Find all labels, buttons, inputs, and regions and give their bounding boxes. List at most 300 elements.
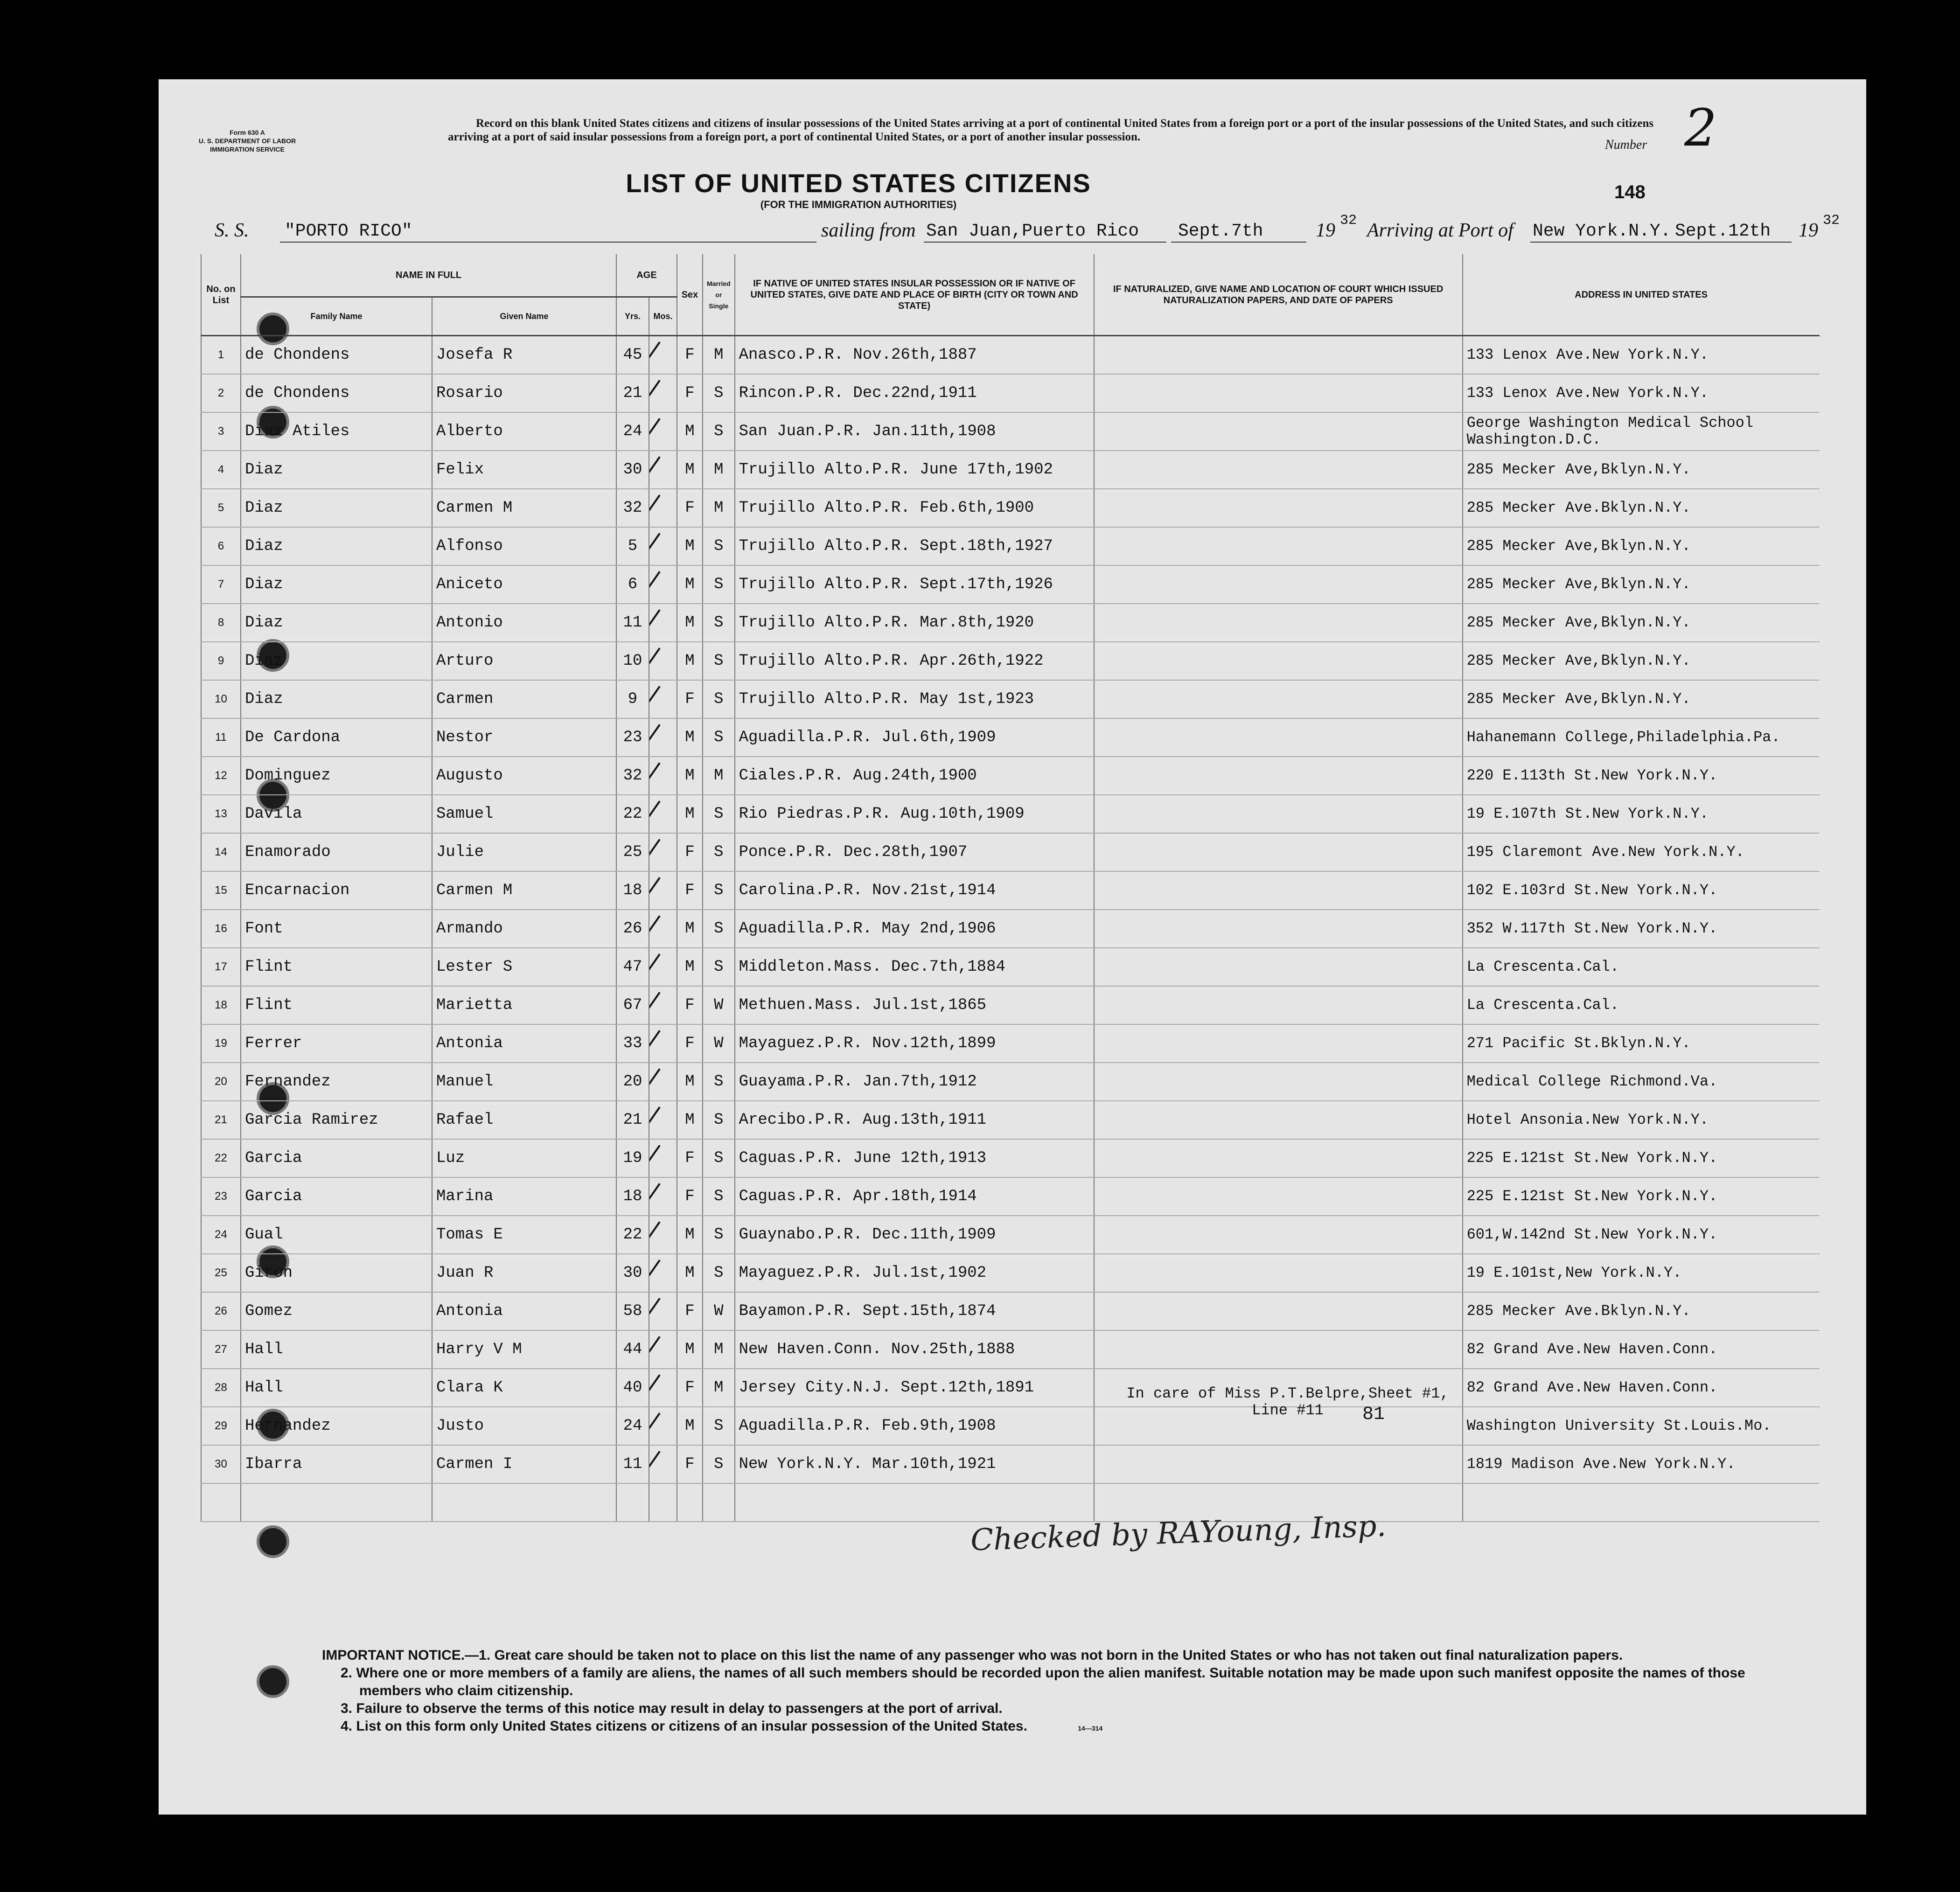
table-body bbox=[201, 336, 1820, 1522]
age-years: 33 bbox=[616, 1024, 649, 1063]
naturalization bbox=[1094, 757, 1463, 795]
address: 82 Grand Ave.New Haven.Conn. bbox=[1463, 1330, 1820, 1369]
sex: M bbox=[677, 565, 703, 604]
address: 285 Mecker Ave,Bklyn.N.Y. bbox=[1463, 565, 1820, 604]
row-number: 17 bbox=[201, 948, 241, 986]
naturalization bbox=[1094, 910, 1463, 948]
departure-year-prefix: 19 bbox=[1316, 220, 1335, 241]
birth-place-date: Mayaguez.P.R. Jul.1st,1902 bbox=[735, 1254, 1094, 1292]
header-name: NAME IN FULL bbox=[241, 254, 616, 297]
header-no: No. on List bbox=[201, 254, 241, 336]
birth-place-date: Rio Piedras.P.R. Aug.10th,1909 bbox=[735, 795, 1094, 833]
departure-date: Sept.7th bbox=[1178, 221, 1263, 241]
address: 220 E.113th St.New York.N.Y. bbox=[1463, 757, 1820, 795]
marital-status: S bbox=[703, 1254, 735, 1292]
address: 285 Mecker Ave,Bklyn.N.Y. bbox=[1463, 604, 1820, 642]
family-name: Garcia Ramirez bbox=[241, 1101, 432, 1139]
age-years: 9 bbox=[616, 680, 649, 718]
age-years: 25 bbox=[616, 833, 649, 871]
row-number: 10 bbox=[201, 680, 241, 718]
table-row-blank bbox=[201, 1483, 1820, 1522]
row-number: 19 bbox=[201, 1024, 241, 1063]
age-years: 44 bbox=[616, 1330, 649, 1369]
marital-status: S bbox=[703, 910, 735, 948]
family-name: Ferrer bbox=[241, 1024, 432, 1063]
marital-status: S bbox=[703, 1101, 735, 1139]
age-years: 6 bbox=[616, 565, 649, 604]
row-number: 25 bbox=[201, 1254, 241, 1292]
sex: M bbox=[677, 604, 703, 642]
sex: M bbox=[677, 1254, 703, 1292]
table-row bbox=[201, 1407, 1820, 1445]
family-name: Diaz bbox=[241, 680, 432, 718]
row-number: 29 bbox=[201, 1407, 241, 1445]
notice-item: 3. Failure to observe the terms of this notice may result in delay to passengers at the port of arrival. bbox=[341, 1701, 1003, 1716]
given-name: Carmen bbox=[432, 680, 616, 718]
row-number: 3 bbox=[201, 412, 241, 451]
naturalization bbox=[1094, 489, 1463, 527]
table-row bbox=[201, 527, 1820, 565]
sex: F bbox=[677, 1139, 703, 1177]
age-months bbox=[649, 1024, 677, 1063]
age-months bbox=[649, 412, 677, 451]
naturalization bbox=[1094, 1292, 1463, 1330]
family-name: de Chondens bbox=[241, 336, 432, 374]
service-name: IMMIGRATION SERVICE bbox=[210, 146, 285, 153]
table-row bbox=[201, 604, 1820, 642]
naturalization bbox=[1094, 1101, 1463, 1139]
sex: M bbox=[677, 412, 703, 451]
departure-year: 32 bbox=[1340, 213, 1357, 229]
row-number: 30 bbox=[201, 1445, 241, 1483]
birth-place-date: Trujillo Alto.P.R. Apr.26th,1922 bbox=[735, 642, 1094, 680]
checked-by-signature: Checked by RAYoung, Insp. bbox=[970, 1509, 1387, 1558]
row-number: 8 bbox=[201, 604, 241, 642]
table-row bbox=[201, 986, 1820, 1024]
marital-status: S bbox=[703, 833, 735, 871]
family-name: Gual bbox=[241, 1216, 432, 1254]
age-years: 30 bbox=[616, 451, 649, 489]
age-years: 40 bbox=[616, 1369, 649, 1407]
departure-port: San Juan,Puerto Rico bbox=[926, 221, 1139, 241]
row-number: 24 bbox=[201, 1216, 241, 1254]
family-name: Diaz bbox=[241, 604, 432, 642]
arrival-year: 32 bbox=[1823, 213, 1840, 229]
sex: M bbox=[677, 451, 703, 489]
age-years: 45 bbox=[616, 336, 649, 374]
address: 1819 Madison Ave.New York.N.Y. bbox=[1463, 1445, 1820, 1483]
table-row bbox=[201, 871, 1820, 910]
age-years: 11 bbox=[616, 604, 649, 642]
age-years: 58 bbox=[616, 1292, 649, 1330]
address: 102 E.103rd St.New York.N.Y. bbox=[1463, 871, 1820, 910]
row-number: 16 bbox=[201, 910, 241, 948]
naturalization bbox=[1094, 1254, 1463, 1292]
family-name: Diaz bbox=[241, 527, 432, 565]
sex: M bbox=[677, 1216, 703, 1254]
age-years: 24 bbox=[616, 412, 649, 451]
marital-status: S bbox=[703, 1216, 735, 1254]
birth-place-date: Anasco.P.R. Nov.26th,1887 bbox=[735, 336, 1094, 374]
header-age: AGE bbox=[616, 254, 677, 297]
birth-place-date: Caguas.P.R. June 12th,1913 bbox=[735, 1139, 1094, 1177]
birth-place-date: Guaynabo.P.R. Dec.11th,1909 bbox=[735, 1216, 1094, 1254]
arriving-label: Arriving at Port of bbox=[1367, 220, 1514, 241]
age-years: 26 bbox=[616, 910, 649, 948]
age-months bbox=[649, 604, 677, 642]
address: 271 Pacific St.Bklyn.N.Y. bbox=[1463, 1024, 1820, 1063]
given-name: Rosario bbox=[432, 374, 616, 412]
number-value: 2 bbox=[1684, 98, 1717, 158]
table-row bbox=[201, 718, 1820, 757]
birth-place-date: Ponce.P.R. Dec.28th,1907 bbox=[735, 833, 1094, 871]
arrival-year-prefix: 19 bbox=[1799, 220, 1818, 241]
age-months bbox=[649, 833, 677, 871]
header-sex: Sex bbox=[677, 254, 703, 336]
marital-status: S bbox=[703, 565, 735, 604]
age-months bbox=[649, 871, 677, 910]
notice-item: 4. List on this form only United States citizens or citizens of an insular possession of the United States. 14—314 bbox=[341, 1718, 1103, 1734]
form-title: LIST OF UNITED STATES CITIZENS bbox=[626, 168, 1091, 198]
row-number: 1 bbox=[201, 336, 241, 374]
table-row bbox=[201, 833, 1820, 871]
table-row bbox=[201, 642, 1820, 680]
address: 285 Mecker Ave,Bklyn.N.Y. bbox=[1463, 451, 1820, 489]
marital-status: S bbox=[703, 374, 735, 412]
birth-place-date: Trujillo Alto.P.R. Sept.17th,1926 bbox=[735, 565, 1094, 604]
header-naturalized: IF NATURALIZED, GIVE NAME AND LOCATION OF COURT WHICH ISSUED NATURALIZATION PAPERS, AND DATE OF PAPERS bbox=[1094, 254, 1463, 336]
row-number: 20 bbox=[201, 1063, 241, 1101]
sex: F bbox=[677, 489, 703, 527]
given-name: Tomas E bbox=[432, 1216, 616, 1254]
number-label: Number bbox=[1605, 138, 1647, 152]
naturalization bbox=[1094, 948, 1463, 986]
row-number: 22 bbox=[201, 1139, 241, 1177]
binder-hole bbox=[257, 1525, 289, 1558]
naturalization bbox=[1094, 527, 1463, 565]
marital-status: M bbox=[703, 757, 735, 795]
form-code: 14—314 bbox=[1078, 1725, 1103, 1732]
family-name: Giron bbox=[241, 1254, 432, 1292]
table-row bbox=[201, 1254, 1820, 1292]
age-months bbox=[649, 1254, 677, 1292]
age-months bbox=[649, 527, 677, 565]
age-months bbox=[649, 1216, 677, 1254]
row-number: 11 bbox=[201, 718, 241, 757]
sex: M bbox=[677, 642, 703, 680]
given-name: Samuel bbox=[432, 795, 616, 833]
notice-item: 2. Where one or more members of a family are aliens, the names of all such members should be recorded upon the alien manifest. Suitable notation may be made upon such manifest opposite the names of those members who claim citizenship. bbox=[341, 1665, 1745, 1698]
arrival-port: New York.N.Y. bbox=[1533, 221, 1671, 241]
family-name: Enamorado bbox=[241, 833, 432, 871]
sex: M bbox=[677, 527, 703, 565]
family-name: Encarnacion bbox=[241, 871, 432, 910]
sex: M bbox=[677, 795, 703, 833]
sex: F bbox=[677, 1445, 703, 1483]
header-married: Married or Single bbox=[703, 254, 735, 336]
sex: M bbox=[677, 1063, 703, 1101]
ss-label: S. S. bbox=[215, 220, 249, 241]
sex: M bbox=[677, 1407, 703, 1445]
age-months bbox=[649, 1292, 677, 1330]
row-number: 14 bbox=[201, 833, 241, 871]
marital-status: S bbox=[703, 680, 735, 718]
manifest-sheet bbox=[159, 79, 1866, 1815]
age-months bbox=[649, 986, 677, 1024]
given-name: Felix bbox=[432, 451, 616, 489]
address: La Crescenta.Cal. bbox=[1463, 986, 1820, 1024]
header-family-name: Family Name bbox=[241, 297, 432, 336]
age-months bbox=[649, 910, 677, 948]
age-years: 67 bbox=[616, 986, 649, 1024]
address: 225 E.121st St.New York.N.Y. bbox=[1463, 1139, 1820, 1177]
header-yrs: Yrs. bbox=[616, 297, 649, 336]
sex: F bbox=[677, 1292, 703, 1330]
given-name: Antonia bbox=[432, 1024, 616, 1063]
age-months bbox=[649, 451, 677, 489]
address: Hotel Ansonia.New York.N.Y. bbox=[1463, 1101, 1820, 1139]
given-name: Harry V M bbox=[432, 1330, 616, 1369]
age-months bbox=[649, 642, 677, 680]
row-number: 9 bbox=[201, 642, 241, 680]
arrival-date: Sept.12th bbox=[1675, 221, 1771, 241]
address: Medical College Richmond.Va. bbox=[1463, 1063, 1820, 1101]
given-name: Carmen I bbox=[432, 1445, 616, 1483]
marital-status: W bbox=[703, 1024, 735, 1063]
given-name: Arturo bbox=[432, 642, 616, 680]
sex: M bbox=[677, 757, 703, 795]
naturalization bbox=[1094, 833, 1463, 871]
address: 601,W.142nd St.New York.N.Y. bbox=[1463, 1216, 1820, 1254]
sex: F bbox=[677, 374, 703, 412]
age-years: 30 bbox=[616, 1254, 649, 1292]
naturalization bbox=[1094, 795, 1463, 833]
family-name: Dominguez bbox=[241, 757, 432, 795]
marital-status: S bbox=[703, 412, 735, 451]
sex: F bbox=[677, 871, 703, 910]
given-name: Luz bbox=[432, 1139, 616, 1177]
given-name: Justo bbox=[432, 1407, 616, 1445]
marital-status: S bbox=[703, 1139, 735, 1177]
birth-place-date: Trujillo Alto.P.R. Mar.8th,1920 bbox=[735, 604, 1094, 642]
age-years: 22 bbox=[616, 795, 649, 833]
address: 285 Mecker Ave.Bklyn.N.Y. bbox=[1463, 489, 1820, 527]
family-name: Hernandez bbox=[241, 1407, 432, 1445]
naturalization bbox=[1094, 1216, 1463, 1254]
marital-status: S bbox=[703, 795, 735, 833]
row-number: 27 bbox=[201, 1330, 241, 1369]
age-years: 32 bbox=[616, 757, 649, 795]
given-name: Clara K bbox=[432, 1369, 616, 1407]
birth-place-date: Mayaguez.P.R. Nov.12th,1899 bbox=[735, 1024, 1094, 1063]
age-months bbox=[649, 1177, 677, 1216]
row-number: 13 bbox=[201, 795, 241, 833]
age-years: 24 bbox=[616, 1407, 649, 1445]
family-name: Gomez bbox=[241, 1292, 432, 1330]
given-name: Carmen M bbox=[432, 489, 616, 527]
sex: F bbox=[677, 1177, 703, 1216]
birth-place-date: Aguadilla.P.R. May 2nd,1906 bbox=[735, 910, 1094, 948]
marital-status: M bbox=[703, 336, 735, 374]
age-years: 47 bbox=[616, 948, 649, 986]
naturalization bbox=[1094, 986, 1463, 1024]
sailing-label: sailing from bbox=[821, 220, 916, 241]
age-years: 18 bbox=[616, 871, 649, 910]
table-row bbox=[201, 1330, 1820, 1369]
age-months bbox=[649, 1101, 677, 1139]
given-name: Alfonso bbox=[432, 527, 616, 565]
birth-place-date: Methuen.Mass. Jul.1st,1865 bbox=[735, 986, 1094, 1024]
address: 285 Mecker Ave.Bklyn.N.Y. bbox=[1463, 1292, 1820, 1330]
birth-place-date: Trujillo Alto.P.R. Feb.6th,1900 bbox=[735, 489, 1094, 527]
sex: M bbox=[677, 948, 703, 986]
row-number: 12 bbox=[201, 757, 241, 795]
sex: F bbox=[677, 680, 703, 718]
given-name: Manuel bbox=[432, 1063, 616, 1101]
birth-place-date: San Juan.P.R. Jan.11th,1908 bbox=[735, 412, 1094, 451]
header-mos: Mos. bbox=[649, 297, 677, 336]
marital-status: S bbox=[703, 1445, 735, 1483]
ship-name: "PORTO RICO" bbox=[285, 221, 412, 241]
header-birth: IF NATIVE OF UNITED STATES INSULAR POSSESSION OR IF NATIVE OF UNITED STATES, GIVE DATE AND PLACE OF BIRTH (CITY OR TOWN AND STATE) bbox=[735, 254, 1094, 336]
birth-place-date: Caguas.P.R. Apr.18th,1914 bbox=[735, 1177, 1094, 1216]
family-name: Diaz Atiles bbox=[241, 412, 432, 451]
marital-status: M bbox=[703, 1369, 735, 1407]
table-row bbox=[201, 1024, 1820, 1063]
given-name: Lester S bbox=[432, 948, 616, 986]
birth-place-date: Trujillo Alto.P.R. Sept.18th,1927 bbox=[735, 527, 1094, 565]
age-years: 21 bbox=[616, 1101, 649, 1139]
age-months bbox=[649, 795, 677, 833]
age-months bbox=[649, 1407, 677, 1445]
table-row bbox=[201, 451, 1820, 489]
age-years: 20 bbox=[616, 1063, 649, 1101]
sex: F bbox=[677, 1369, 703, 1407]
form-number: Form 630 A bbox=[230, 129, 265, 136]
row-number: 15 bbox=[201, 871, 241, 910]
sex: F bbox=[677, 1024, 703, 1063]
naturalization bbox=[1094, 1177, 1463, 1216]
marital-status: S bbox=[703, 527, 735, 565]
table-row bbox=[201, 948, 1820, 986]
family-name: Garcia bbox=[241, 1177, 432, 1216]
birth-place-date: Trujillo Alto.P.R. June 17th,1902 bbox=[735, 451, 1094, 489]
age-years: 5 bbox=[616, 527, 649, 565]
address: 82 Grand Ave.New Haven.Conn. bbox=[1463, 1369, 1820, 1407]
sex: M bbox=[677, 718, 703, 757]
birth-place-date: New Haven.Conn. Nov.25th,1888 bbox=[735, 1330, 1094, 1369]
row-number: 28 bbox=[201, 1369, 241, 1407]
marital-status: S bbox=[703, 948, 735, 986]
row-number: 2 bbox=[201, 374, 241, 412]
naturalization bbox=[1094, 1139, 1463, 1177]
given-name: Rafael bbox=[432, 1101, 616, 1139]
row-number: 26 bbox=[201, 1292, 241, 1330]
family-name: Diaz bbox=[241, 451, 432, 489]
birth-place-date: Ciales.P.R. Aug.24th,1900 bbox=[735, 757, 1094, 795]
row-number: 23 bbox=[201, 1177, 241, 1216]
sheet-number: 148 bbox=[1614, 182, 1646, 202]
marital-status: M bbox=[703, 489, 735, 527]
marital-status: S bbox=[703, 1177, 735, 1216]
intro-text: Record on this blank United States citizens and citizens of insular possessions of the United States arriving at a port of continental United States from a foreign port or a port of the insular possessions of the United States, and such citizens arriving at a port of said insular possessions from a foreign port, a port of continental United States, or a port of another insular possession. bbox=[448, 117, 1654, 143]
age-years: 19 bbox=[616, 1139, 649, 1177]
family-name: Diaz bbox=[241, 489, 432, 527]
birth-place-date: Rincon.P.R. Dec.22nd,1911 bbox=[735, 374, 1094, 412]
birth-place-date: Middleton.Mass. Dec.7th,1884 bbox=[735, 948, 1094, 986]
family-name: De Cardona bbox=[241, 718, 432, 757]
header-given-name: Given Name bbox=[432, 297, 616, 336]
address: Hahanemann College,Philadelphia.Pa. bbox=[1463, 718, 1820, 757]
age-years: 10 bbox=[616, 642, 649, 680]
address: 285 Mecker Ave,Bklyn.N.Y. bbox=[1463, 680, 1820, 718]
address: Washington University St.Louis.Mo. bbox=[1463, 1407, 1820, 1445]
age-months bbox=[649, 1369, 677, 1407]
table-row bbox=[201, 1139, 1820, 1177]
given-name: Alberto bbox=[432, 412, 616, 451]
family-name: Hall bbox=[241, 1369, 432, 1407]
table-row bbox=[201, 757, 1820, 795]
marital-status: S bbox=[703, 1407, 735, 1445]
address: 195 Claremont Ave.New York.N.Y. bbox=[1463, 833, 1820, 871]
address: 133 Lenox Ave.New York.N.Y. bbox=[1463, 374, 1820, 412]
table-row bbox=[201, 1445, 1820, 1483]
row-number: 21 bbox=[201, 1101, 241, 1139]
header-address: ADDRESS IN UNITED STATES bbox=[1463, 254, 1820, 336]
naturalization bbox=[1094, 1330, 1463, 1369]
sex: F bbox=[677, 833, 703, 871]
age-months bbox=[649, 374, 677, 412]
age-months bbox=[649, 336, 677, 374]
age-months bbox=[649, 718, 677, 757]
address: 19 E.101st,New York.N.Y. bbox=[1463, 1254, 1820, 1292]
table-row bbox=[201, 489, 1820, 527]
address: 285 Mecker Ave,Bklyn.N.Y. bbox=[1463, 642, 1820, 680]
table-row bbox=[201, 336, 1820, 374]
naturalization bbox=[1094, 718, 1463, 757]
form-identifier bbox=[177, 128, 317, 153]
age-months bbox=[649, 757, 677, 795]
age-months bbox=[649, 489, 677, 527]
age-years: 18 bbox=[616, 1177, 649, 1216]
table-row bbox=[201, 1101, 1820, 1139]
birth-place-date: Aguadilla.P.R. Jul.6th,1909 bbox=[735, 718, 1094, 757]
table-row bbox=[201, 1063, 1820, 1101]
birth-place-date: Carolina.P.R. Nov.21st,1914 bbox=[735, 871, 1094, 910]
row-number: 5 bbox=[201, 489, 241, 527]
family-name: de Chondens bbox=[241, 374, 432, 412]
given-name: Julie bbox=[432, 833, 616, 871]
naturalization bbox=[1094, 1063, 1463, 1101]
table-row bbox=[201, 412, 1820, 451]
naturalization bbox=[1094, 451, 1463, 489]
given-name: Marina bbox=[432, 1177, 616, 1216]
citizens-table bbox=[201, 254, 1820, 1522]
address: 285 Mecker Ave,Bklyn.N.Y. bbox=[1463, 527, 1820, 565]
family-name: Diaz bbox=[241, 642, 432, 680]
age-years: 11 bbox=[616, 1445, 649, 1483]
table-row bbox=[201, 680, 1820, 718]
birth-place-date: Bayamon.P.R. Sept.15th,1874 bbox=[735, 1292, 1094, 1330]
sex: F bbox=[677, 986, 703, 1024]
department-name: U. S. DEPARTMENT OF LABOR bbox=[198, 137, 296, 145]
marital-status: S bbox=[703, 718, 735, 757]
given-name: Armando bbox=[432, 910, 616, 948]
age-years: 22 bbox=[616, 1216, 649, 1254]
address: 19 E.107th St.New York.N.Y. bbox=[1463, 795, 1820, 833]
marital-status: S bbox=[703, 604, 735, 642]
age-years: 32 bbox=[616, 489, 649, 527]
